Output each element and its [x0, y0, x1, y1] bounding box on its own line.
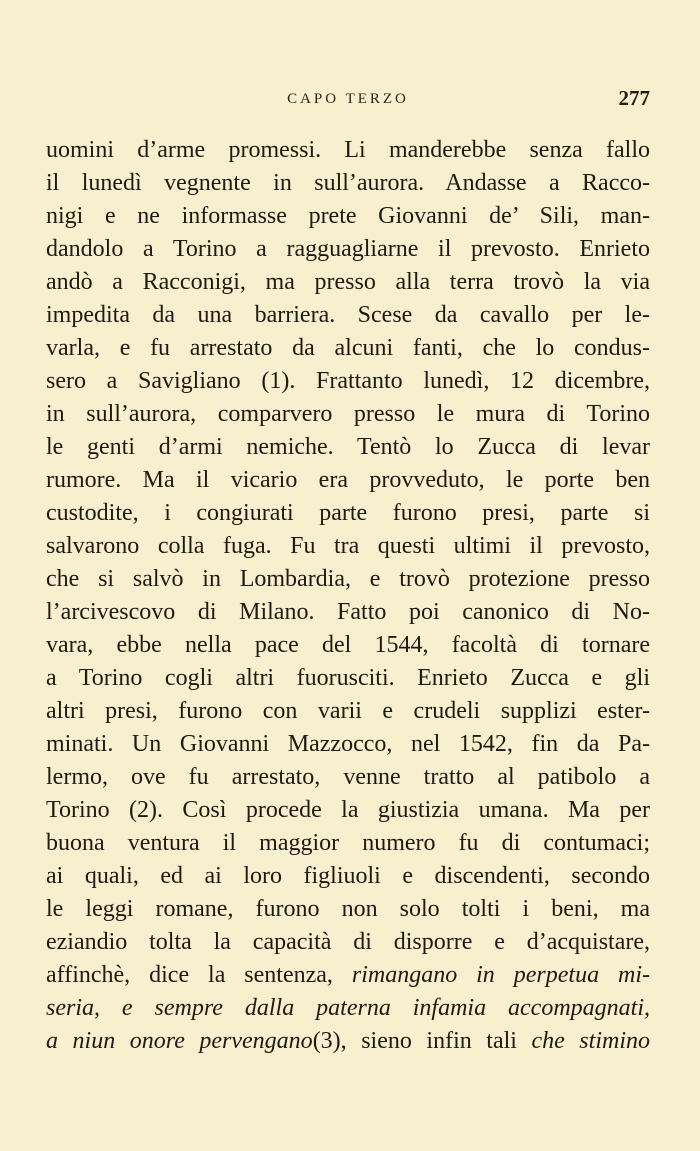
text-line — [46, 233, 650, 266]
text-line — [46, 563, 650, 596]
text-line — [46, 134, 650, 167]
text-segment: le leggi romane, furono non solo tolti i beni, ma — [46, 896, 650, 922]
text-segment: uomini d’arme promessi. Li manderebbe senza fallo — [46, 137, 650, 163]
text-line — [46, 332, 650, 365]
text-line — [46, 992, 650, 1025]
text-segment: ai quali, ed ai loro figliuoli e discendenti, secondo — [46, 863, 650, 889]
text-segment: eziandio tolta la capacità di disporre e d’acquistare, — [46, 929, 650, 955]
text-segment: sero a Savigliano (1). Frattanto lunedì, 12 dicembre, — [46, 368, 650, 394]
text-line — [46, 959, 650, 992]
running-head — [46, 86, 650, 114]
text-segment: rumore. Ma il vicario era provveduto, le porte ben — [46, 467, 650, 493]
italic-text-segment: rimangano in perpetua mi- — [351, 962, 650, 988]
text-segment: a Torino cogli altri fuorusciti. Enrieto Zucca e gli — [46, 665, 650, 691]
text-segment: l’arcivescovo di Milano. Fatto poi canonico di No- — [46, 599, 650, 625]
text-line — [46, 761, 650, 794]
text-line — [46, 728, 650, 761]
text-line — [46, 1025, 650, 1058]
text-segment: le genti d’armi nemiche. Tentò lo Zucca di levar — [46, 434, 650, 460]
italic-text-segment: che stimino — [531, 1028, 650, 1054]
text-segment: buona ventura il maggior numero fu di contumaci; — [46, 830, 650, 856]
text-segment: minati. Un Giovanni Mazzocco, nel 1542, fin da Pa- — [46, 731, 650, 757]
text-line — [46, 794, 650, 827]
text-line — [46, 629, 650, 662]
text-line — [46, 860, 650, 893]
text-segment: (3), sieno infin tali — [312, 1028, 532, 1054]
text-line — [46, 167, 650, 200]
text-line — [46, 695, 650, 728]
running-title: CAPO TERZO — [287, 91, 409, 107]
text-segment: custodite, i congiurati parte furono presi, parte si — [46, 500, 650, 526]
text-segment: vara, ebbe nella pace del 1544, facoltà di tornare — [46, 632, 650, 658]
text-line — [46, 266, 650, 299]
text-line — [46, 464, 650, 497]
text-segment: nigi e ne informasse prete Giovanni de’ Sili, man- — [46, 203, 650, 229]
text-segment: lermo, ove fu arrestato, venne tratto al patibolo a — [46, 764, 650, 790]
text-line — [46, 431, 650, 464]
text-segment: altri presi, furono con varii e crudeli supplizi ester- — [46, 698, 650, 724]
text-line — [46, 893, 650, 926]
text-line — [46, 365, 650, 398]
text-line — [46, 530, 650, 563]
body-text — [46, 134, 650, 1058]
text-segment: il lunedì vegnente in sull’aurora. Andasse a Racco- — [46, 170, 650, 196]
italic-text-segment: seria, e sempre dalla paterna infamia accompagnati, — [46, 995, 650, 1021]
text-segment: che si salvò in Lombardia, e trovò protezione presso — [46, 566, 650, 592]
text-segment: Torino (2). Così procede la giustizia umana. Ma per — [46, 797, 650, 823]
text-segment: dandolo a Torino a ragguagliarne il prevosto. Enrieto — [46, 236, 650, 262]
text-line — [46, 398, 650, 431]
text-line — [46, 827, 650, 860]
text-line — [46, 497, 650, 530]
text-segment: affinchè, dice la sentenza, — [46, 962, 352, 988]
text-segment: in sull’aurora, comparvero presso le mura di Torino — [46, 401, 650, 427]
text-segment: impedita da una barriera. Scese da cavallo per le- — [46, 302, 650, 328]
text-line — [46, 299, 650, 332]
text-line — [46, 662, 650, 695]
text-segment: salvarono colla fuga. Fu tra questi ultimi il prevosto, — [46, 533, 650, 559]
page-number: 277 — [618, 86, 650, 110]
text-line — [46, 596, 650, 629]
text-segment: varla, e fu arrestato da alcuni fanti, che lo condus- — [46, 335, 650, 361]
italic-text-segment: a niun onore pervengano — [46, 1028, 313, 1054]
text-segment: andò a Racconigi, ma presso alla terra trovò la via — [46, 269, 650, 295]
text-line — [46, 926, 650, 959]
text-line — [46, 200, 650, 233]
